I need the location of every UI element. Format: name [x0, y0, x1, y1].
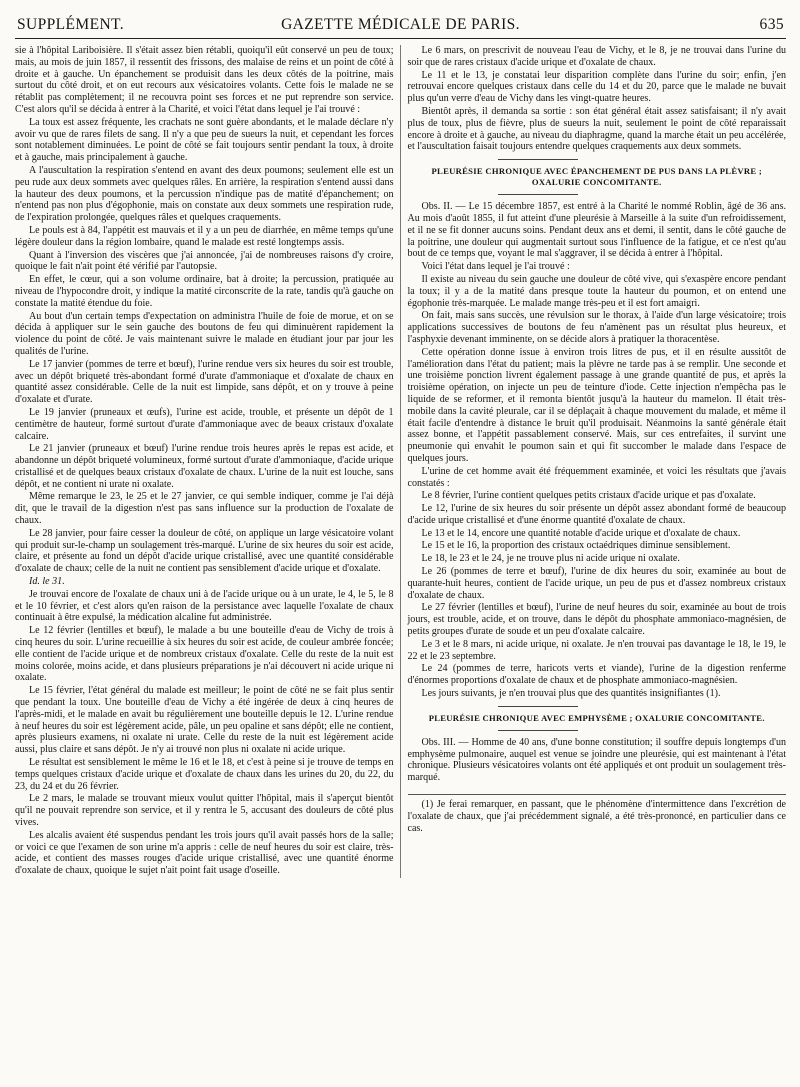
paragraph: Bientôt après, il demanda sa sortie : son état général était assez satisfaisant; il n'y avait plus de toux, plus de fièvre, plus de sueurs la nuit, seulement le point de côté reparaissait encore à droite et à gauche, au niveau du diaphragme, quand la marche était un peu accélérée, et l'auscultation faisait toujours entendre quelques craquements aux deux sommets. [407, 105, 786, 153]
paragraph: Je trouvai encore de l'oxalate de chaux uni à de l'acide urique ou à un urate, le 4, le 5, le 8 et le 10 février, et c'est alors qu'en raison de la persistance avec laquelle l'oxalate de chaux continuait à être expulsé, la médication alcaline fut administrée. [15, 588, 394, 624]
paragraph: A l'auscultation la respiration s'entend en avant des deux poumons; seulement elle est un peu rude aux deux sommets avec quelques râles. En arrière, la respiration s'entend aussi dans la hauteur des deux poumons, et la percussion n'indique pas de matité d'épanchement; on n'entend pas non plus d'égophonie, mais on constate aux deux sommets une respiration rude, de l'expiration prolongée, quelques râles et quelques craquements. [15, 164, 394, 224]
section-heading-obs3: PLEURÉSIE CHRONIQUE AVEC EMPHYSÈME ; OXALURIE CONCOMITANTE. [428, 712, 765, 723]
text-columns [15, 45, 786, 878]
paragraph: Le 27 février (lentilles et bœuf), l'urine de neuf heures du soir, examinée au bout de trois jours, est trouble, acide, et on trouve, dans le dépôt du phosphate ammoniaco-magnésien, de petits groupes d'urate de soude et un peu d'oxalate calcaire. [407, 602, 786, 638]
paragraph: Le 21 janvier (pruneaux et bœuf) l'urine rendue trois heures après le repas est acide, et abandonne un dépôt briqueté volumineux, formé surtout d'urate d'ammoniaque, d'acide urique cristallisé et de quelques beaux cristaux d'oxalate de chaux. L'urine de la nuit est louche, sans dépôt, et ne contient ni urate ni oxalate. [15, 443, 394, 490]
paragraph: Le 15 février, l'état général du malade est meilleur; le point de côté ne se fait plus sentir que pendant la toux. Une bouteille d'eau de Vichy a été ingérée de deux à cinq heures de l'après-midi, et le malade en avait bu régulièrement une bouteille depuis le 12. L'urine rendue à neuf heures du soir est légèrement acide, pâle, un peu opaline et sans dépôt; elle ne contient, après plusieurs examens, ni oxalate ni urate. Celle du reste de la nuit est légèrement acide aussi, plus claire et sans dépôt. Je n'y ai trouvé non plus ni oxalate ni acide urique. [15, 685, 394, 756]
paragraph: Le 8 février, l'urine contient quelques petits cristaux d'acide urique et pas d'oxalate. [421, 490, 756, 502]
paragraph: Le 15 et le 16, la proportion des cristaux octaédriques diminue sensiblement. [421, 540, 731, 552]
paragraph: Le 11 et le 13, je constatai leur disparition complète dans l'urine du soir; enfin, j'en retrouvai encore quelques cristaux dans celle du 14 et du 20, parce que le malade ne buvait plus qu'un verre d'eau de Vichy dans les vingt-quatre heures. [407, 69, 786, 105]
left-column [15, 45, 401, 878]
paragraph: Le 6 mars, on prescrivit de nouveau l'eau de Vichy, et le 8, je ne trouvai dans l'urine du soir que de rares cristaux d'acide urique et d'oxalate de chaux. [407, 45, 786, 68]
paragraph: Le 12 février (lentilles et bœuf), le malade a bu une bouteille d'eau de Vichy de trois à cinq heures du soir. L'urine recueillie à six heures du soir est acide, de couleur ambrée foncée; elle contient de l'acide urique et de nombreux cristaux d'oxalate. Celle du reste de la nuit est moins colorée, moins acide, et dans plusieurs préparations je n'ai découvert ni acide urique ni oxalate. [15, 625, 394, 684]
paragraph: Voici l'état dans lequel je l'ai trouvé : [421, 261, 570, 273]
paragraph: Id. le 31. [29, 576, 65, 588]
paragraph: Le 28 janvier, pour faire cesser la douleur de côté, on applique un large vésicatoire volant qui produit sur-le-champ un soulagement très-marqué. L'urine de six heures du soir est acide, claire, et présente au fond un dépôt d'acide urique cristallisé, avec une quantité considérable d'oxalate de chaux; celle de la nuit ne contient pas sensiblement d'acide urique et d'oxalate. [15, 527, 394, 575]
paragraph: sie à l'hôpital Lariboisière. Il s'était assez bien rétabli, quoiqu'il eût conservé un peu de toux; mais, au mois de juin 1857, il ressentit des frissons, des malaise de reins et un point de côté à droite et à gauche. Un épanchement se produisit dans les deux côtés de la poitrine, mais surtout du côté droit, et on eut recours aux vésicatoires volants. Cette fois le malade ne se rétablit pas complètement; il ne recouvra point ses forces et ne put reprendre son service. C'est alors qu'il se décida à entrer à la Charité, et voici l'état dans lequel je l'ai trouvé : [15, 45, 394, 115]
paragraph: Même remarque le 23, le 25 et le 27 janvier, ce qui semble indiquer, comme je l'ai déjà dit, que le travail de la digestion n'est pas sans influence sur la production de l'oxalate de chaux. [15, 491, 394, 527]
paragraph: En effet, le cœur, qui a son volume ordinaire, bat à droite; la percussion, pratiquée au niveau de l'hypocondre droit, y indique la matité circonscrite de la rate, tandis qu'à gauche on constate la matité étendue du foie. [15, 274, 394, 309]
paragraph: Les jours suivants, je n'en trouvai plus que des quantités insignifiantes (1). [421, 688, 721, 700]
paragraph: Le 13 et le 14, encore une quantité notable d'acide urique et d'oxalate de chaux. [421, 527, 741, 539]
paragraph: Quant à l'inversion des viscères que j'ai annoncée, j'ai de nombreuses raisons d'y croire, quoique le fait n'ait point été vérifié par l'autopsie. [15, 249, 394, 273]
paragraph: Le 2 mars, le malade se trouvant mieux voulut quitter l'hôpital, mais il s'aperçut bientôt qu'il ne pouvait reprendre son service, et il y rentra le 5, accusant des douleurs de côté plus vives. [15, 793, 394, 828]
paragraph: Le 26 (pommes de terre et bœuf), l'urine de dix heures du soir, examinée au bout de quarante-huit heures, contient de l'acide urique, un peu de pus et d'assez nombreux cristaux d'oxalate de chaux. [407, 566, 786, 601]
paragraph: Les alcalis avaient été suspendus pendant les trois jours qu'il avait passés hors de la salle; or voici ce que l'examen de son urine m'a appris : celle de neuf heures du soir est claire, très-acide, et contient des masses rouges d'acide urique cristallisé, avec une quantité énorme d'oxalate de chaux, quoique le sujet n'ait point fait usage d'oseille. [15, 829, 394, 877]
page-number: 635 [759, 16, 784, 33]
paragraph: La toux est assez fréquente, les crachats ne sont guère abondants, et le malade déclare n'y avoir vu que de rares filets de sang. Il n'y a que peu de sueurs la nuit, et cependant les forces sont notablement diminuées. Le point de côté se fait toujours sentir pendant la toux, à droite et à gauche, mais principalement à gauche. [15, 116, 394, 164]
paragraph: Le pouls est à 84, l'appétit est mauvais et il y a un peu de diarrhée, en même temps qu'une légère douleur dans la région lombaire, quand le malade est resté longtemps assis. [15, 224, 394, 248]
section-divider [498, 706, 578, 707]
paragraph: Le 18, le 23 et le 24, je ne trouve plus ni acide urique ni oxalate. [421, 553, 680, 565]
right-column [401, 45, 787, 878]
paragraph: On fait, mais sans succès, une révulsion sur le thorax, à l'aide d'un large vésicatoire; trois applications successives de boutons de feu n'amènent pas un résultat plus heureux, et l'asphyxie devenant imminente, on se décide alors à pratiquer la thoracentèse. [407, 310, 786, 345]
section-heading-obs2: PLEURÉSIE CHRONIQUE AVEC ÉPANCHEMENT DE PUS DANS LA PLÈVRE ; OXALURIE CONCOMITANTE. [431, 166, 763, 188]
paragraph: Le 24 (pommes de terre, haricots verts et viande), l'urine de la digestion renferme d'énormes proportions d'oxalate de chaux et de phosphate ammoniaco-magnésien. [407, 663, 786, 687]
section-divider [498, 159, 578, 160]
supplement-label: SUPPLÉMENT. [17, 16, 125, 33]
page-header [15, 14, 786, 39]
paragraph: Le 3 et le 8 mars, ni acide urique, ni oxalate. Je n'en trouvai pas davantage le 18, le 19, le 22 et le 23 septembre. [407, 638, 786, 662]
paragraph: Le 17 janvier (pommes de terre et bœuf), l'urine rendue vers six heures du soir est trouble, avec un dépôt briqueté très-abondant formé d'urate d'ammoniaque et d'oxalate de chaux en quantité assez considérable. Celle de la nuit est limpide, sans dépôt, et on y trouve à peine d'oxalate et d'urate. [15, 358, 394, 406]
paragraph: Le résultat est sensiblement le même le 16 et le 18, et c'est à peine si je trouve de temps en temps quelques cristaux d'acide urique et d'oxalate de chaux dans les urines du 20, du 22, du 23, du 24 et du 26 février. [15, 757, 394, 792]
paragraph: Obs. III. — Homme de 40 ans, d'une bonne constitution; il souffre depuis longtemps d'un emphysème pulmonaire, auquel est venue se joindre une pleurésie, qui est maintenant à l'état chronique. Plusieurs vésicatoires volants ont été appliqués et ont produit un soulagement très-marqué. [407, 736, 786, 784]
paragraph: Cette opération donne issue à environ trois litres de pus, et il en résulte aussitôt de l'amélioration dans l'état du patient; mais la plèvre ne tarde pas à se remplir. Une seconde et une troisième ponction livrent également passage à une grande quantité de pus, et après la troisième opération, on injecte un peu de teinture d'iode. Cette injection n'empêcha pas le liquide de se reformer, et il remonta bientôt jusqu'à la hauteur du mamelon. Il était très-mobile dans la cavité pleurale, car il se déplaçait à chaque mouvement du malade, et même il était facile d'entendre à distance le bruit qu'il produisait. Néanmoins la santé générale était assez bonne, et l'appétit passablement conservé. Mais, sur ces entrefaites, il survint une pneumonie qui envahit le poumon sain et qui fit succomber le malade dans l'espace de quelques jours. [407, 346, 786, 464]
paragraph: Obs. II. — Le 15 décembre 1857, est entré à la Charité le nommé Roblin, âgé de 36 ans. Au mois d'août 1855, il fut atteint d'une pleurésie à Marseille à la suite d'un refroidissement, et il ne se fit donner aucuns soins. Pendant deux ans et demi, il sentit, dans le côté gauche de la poitrine, une douleur qui augmentait surtout sous l'influence de la fatigue, et ce n'est qu'au bout de ce temps que, voyant le mal s'aggraver, il se décida à entrer à l'hôpital. [407, 201, 786, 260]
section-divider [498, 730, 578, 731]
paragraph: Le 12, l'urine de six heures du soir présente un dépôt assez abondant formé de beaucoup d'acide urique cristallisé et d'une énorme quantité d'oxalate de chaux. [407, 503, 786, 526]
footnote [408, 794, 787, 834]
paragraph: Au bout d'un certain temps d'expectation on administra l'huile de foie de morue, et on se décida à appliquer sur le sein gauche des boutons de feu qui diminuèrent rapidement la violence du point de côté. Je vais maintenant suivre le malade en étudiant jour par jour les qualités de l'urine. [15, 310, 394, 357]
paragraph: Le 19 janvier (pruneaux et œufs), l'urine est acide, trouble, et présente un dépôt de 1 centimètre de hauteur, formé surtout d'urate d'ammoniaque avec de beaux cristaux d'oxalate calcaire. [15, 406, 394, 442]
paragraph: Il existe au niveau du sein gauche une douleur de côté vive, qui s'exaspère encore pendant la toux; il y a de la matité dans presque toute la hauteur du poumon, et on entend une égophonie très-marquée. Le malade mange très-peu et il est fort amaigri. [407, 273, 786, 309]
paragraph: L'urine de cet homme avait été fréquemment examinée, et voici les résultats que j'avais constatés : [407, 465, 786, 489]
footnote-text: (1) Je ferai remarquer, en passant, que le phénomène d'intermittence dans l'excrétion de l'oxalate de chaux, que j'ai précédemment signalé, a été très-prononcé, en particulier dans ce cas. [407, 799, 786, 834]
section-divider [498, 194, 578, 195]
gazette-title: GAZETTE MÉDICALE DE PARIS. [281, 16, 520, 33]
